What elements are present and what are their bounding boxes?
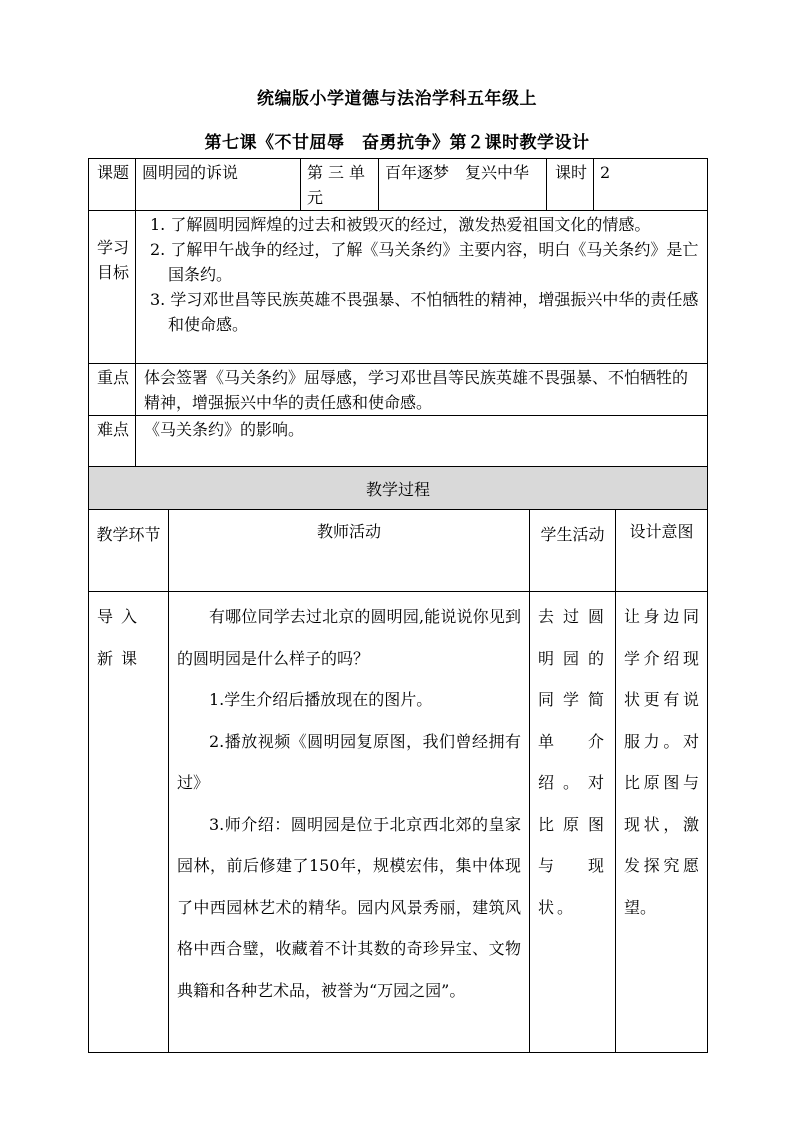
header-teacher-activity: 教师活动 [169,510,530,592]
objective-item: 2. 了解甲午战争的经过，了解《马关条约》主要内容，明白《马关条约》是亡国条约。 [150,240,699,284]
teaching-process-table [88,466,708,1053]
period-value: 2 [594,159,708,211]
period-label: 课时 [547,159,594,211]
design-intent-cell: 让身边同学介绍现状更有说服力。对比原图与现状，激发探究愿望。 [616,592,708,1053]
stage-cell: 导入新课 [89,592,169,1053]
difficulty-text: 《马关条约》的影响。 [136,416,708,467]
objectives-label: 学习目标 [89,211,136,364]
lesson-title: 第七课《不甘屈辱 奋勇抗争》第２课时教学设计 [204,133,590,153]
teacher-paragraph: 2.播放视频《圆明园复原图，我们曾经拥有过》 [177,731,521,792]
teacher-paragraph: 1.学生介绍后播放现在的图片。 [209,690,433,709]
student-activity-cell: 去过圆明园的同学简单介绍。对比原图与现状。 [530,592,616,1053]
header-student-activity: 学生活动 [530,510,616,592]
topic-value: 圆明园的诉说 [136,159,301,211]
teaching-process-banner: 教学过程 [89,467,708,510]
teacher-paragraph: 有哪位同学去过北京的圆明园,能说说你见到的圆明园是什么样子的吗？ [177,607,521,668]
objective-item: 1. 了解圆明园辉煌的过去和被毁灭的经过，激发热爱祖国文化的情感。 [150,215,651,234]
objective-item: 3. 学习邓世昌等民族英雄不畏强暴、不怕牺牲的精神，增强振兴中华的责任感和使命感。 [150,290,699,334]
topic-label: 课题 [89,159,136,211]
key-points-text: 体会签署《马关条约》屈辱感，学习邓世昌等民族英雄不畏强暴、不怕牺牲的精神，增强振兴中华的责任感和使命感。 [136,364,708,416]
header-design-intent: 设计意图 [616,510,708,592]
teacher-activity-cell [169,592,530,1053]
teacher-paragraph: 3.师介绍：圆明园是位于北京西北郊的皇家园林，前后修建了150年，规模宏伟，集中体现了中西园林艺术的精华。园内风景秀丽，建筑风格中西合璧，收藏着不计其数的奇珍异宝、文物典籍和各种艺术品，被誉为“万园之园”。 [177,814,521,1000]
document-title: 统编版小学道德与法治学科五年级上 [257,89,537,109]
header-stage: 教学环节 [89,510,169,592]
lesson-info-table [88,158,708,467]
difficulty-label: 难点 [89,416,136,467]
unit-label: 第三单元 [301,159,379,211]
key-points-label: 重点 [89,364,136,416]
unit-name: 百年逐梦 复兴中华 [379,159,547,211]
objectives-cell [136,211,708,364]
